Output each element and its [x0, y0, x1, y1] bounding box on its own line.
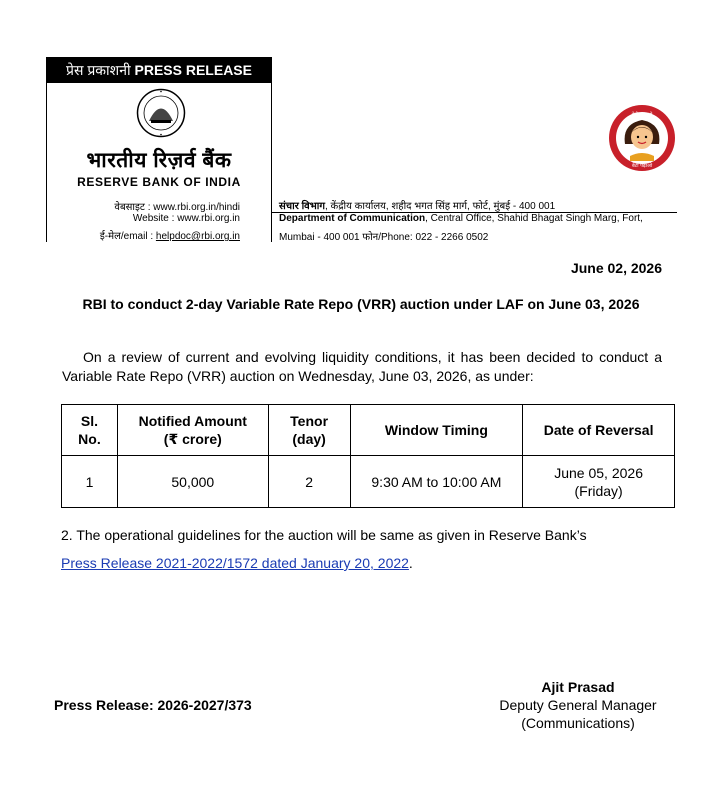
header-tenor: Tenor (day): [268, 405, 350, 456]
header-notified-amount: Notified Amount (₹ crore): [117, 405, 268, 456]
website: Website : www.rbi.org.in: [132, 213, 240, 224]
beti-bachao-logo-icon: [608, 104, 676, 172]
link-period: .: [408, 555, 413, 571]
guidelines-reference: [61, 555, 413, 571]
dept-english: [279, 213, 643, 224]
release-date: June 02, 2026: [570, 260, 662, 276]
press-release-label: PRESS RELEASE: [134, 62, 252, 78]
dept-en-bold: Department of Communication: [279, 213, 426, 224]
logo-text-bottom: बेटी पढ़ाओ: [631, 163, 653, 169]
press-release-link[interactable]: Press Release 2021-2022/1572 dated January 20, 2022: [61, 555, 409, 571]
signatory-dept: (Communications): [521, 715, 635, 731]
website-hindi: वेबसाइट : www.rbi.org.in/hindi: [114, 202, 240, 213]
logo-text-top: बेटी बचाओ: [631, 112, 653, 118]
auction-table: [61, 404, 675, 508]
email-link[interactable]: helpdoc@rbi.org.in: [155, 231, 240, 242]
press-release-number: Press Release: 2026-2027/373: [54, 697, 252, 713]
header-window-timing: Window Timing: [350, 405, 523, 456]
header-sl-no: Sl. No.: [62, 405, 118, 456]
rbi-seal-icon: [136, 88, 186, 138]
cell-sl-no: 1: [62, 456, 118, 508]
cell-date-of-reversal: June 05, 2026 (Friday): [523, 456, 675, 508]
guidelines-paragraph: 2. The operational guidelines for the auction will be same as given in Reserve Bank’s: [61, 527, 587, 543]
press-release-bar: [46, 57, 272, 83]
header-date-of-reversal: Date of Reversal: [523, 405, 675, 456]
dept-address-phone: Mumbai - 400 001 फोन/Phone: 022 - 2266 0502: [279, 232, 489, 243]
dept-hindi-bold: संचार विभाग: [279, 201, 325, 212]
table-header-row: [62, 405, 675, 456]
release-title: RBI to conduct 2-day Variable Rate Repo (VRR) auction under LAF on June 03, 2026: [82, 296, 640, 312]
cell-notified-amount: 50,000: [117, 456, 268, 508]
signatory-name: Ajit Prasad: [541, 679, 615, 695]
email-label: ई-मेल/email :: [99, 231, 156, 242]
intro-paragraph: On a review of current and evolving liquidity conditions, it has been decided to conduct a Variable Rate Repo (VRR) auction on Wednesday, June 03, 2026, as under:: [62, 349, 662, 384]
press-release-hindi: प्रेस प्रकाशनी: [66, 62, 131, 78]
dept-hindi: [279, 198, 555, 212]
signature-block: [478, 678, 678, 732]
dept-hindi-rest: , केंद्रीय कार्यालय, शहीद भगत सिंह मार्ग, फोर्ट, मुंबई - 400 001: [324, 201, 556, 212]
bank-name: RESERVE BANK OF INDIA: [77, 175, 241, 189]
table-row: [62, 456, 675, 508]
bank-name-hindi: भारतीय रिज़र्व बैंक: [86, 149, 232, 172]
signatory-title: Deputy General Manager: [499, 697, 657, 713]
cell-tenor: 2: [268, 456, 350, 508]
email-line: [46, 228, 240, 242]
cell-window-timing: 9:30 AM to 10:00 AM: [350, 456, 523, 508]
dept-en-rest: , Central Office, Shahid Bhagat Singh Marg, Fort,: [425, 213, 643, 224]
